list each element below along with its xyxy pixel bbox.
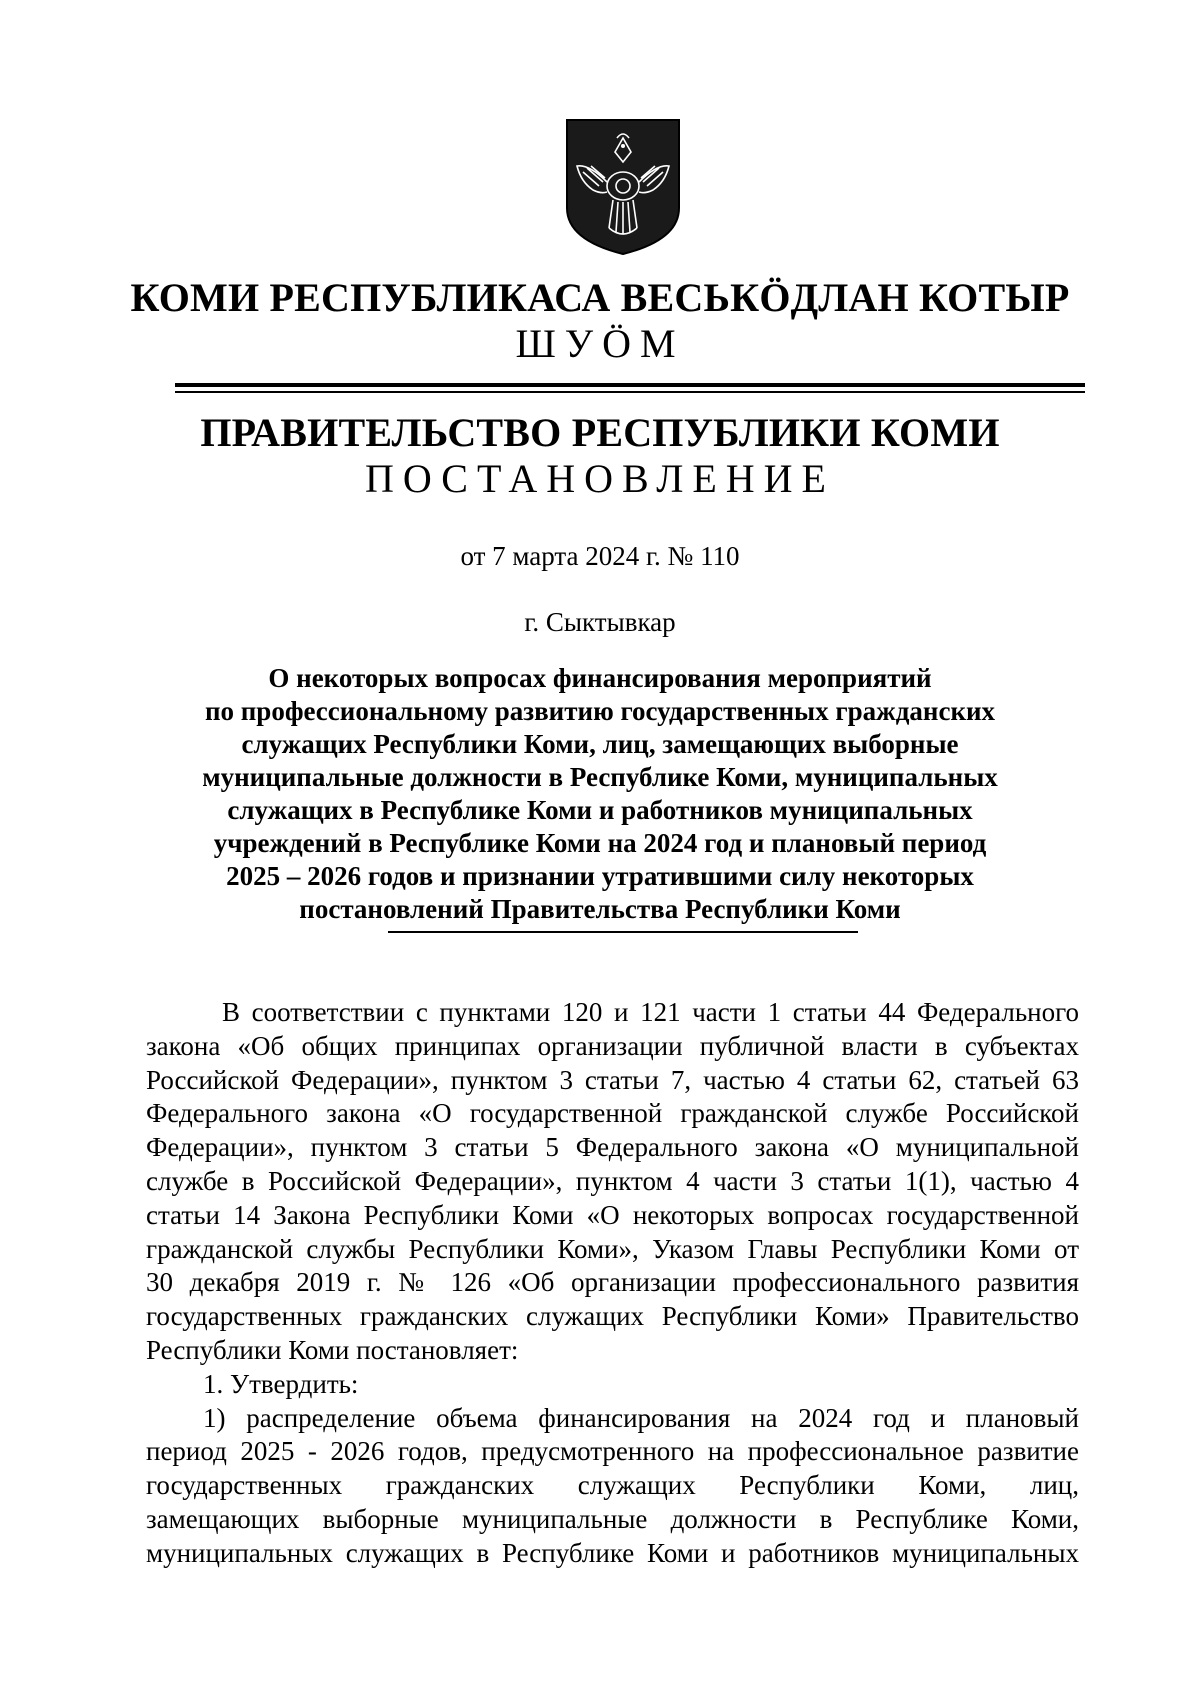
title-line: служащих Республики Коми, лиц, замещающих выборные — [241, 729, 959, 759]
title-line: О некоторых вопросах финансирования мероприятий — [268, 663, 932, 693]
text-line: гражданской службы Республики Коми», Указом Главы Республики Коми от — [146, 1233, 1079, 1264]
coat-of-arms-icon — [563, 116, 683, 256]
text-line: закона «Об общих принципах организации публичной власти в субъектах — [146, 1030, 1079, 1061]
document-type: ПОСТАНОВЛЕНИЕ — [365, 456, 835, 501]
text-line: службе в Российской Федерации», пунктом 4 части 3 статьи 1(1), частью 4 — [146, 1165, 1079, 1196]
text-line: Федерации», пунктом 3 статьи 5 Федерального закона «О муниципальной — [146, 1132, 1079, 1163]
text-line: период 2025 - 2026 годов, предусмотренного на профессиональное развитие — [146, 1436, 1079, 1467]
document-title — [150, 662, 1050, 926]
komi-document-type: ШУӦМ — [515, 321, 685, 366]
text-line: В соответствии с пунктами 120 и 121 части 1 статьи 44 Федерального — [222, 997, 1079, 1027]
text-line: государственных гражданских служащих Республики Коми» Правительство — [146, 1301, 1079, 1332]
government-title: ПРАВИТЕЛЬСТВО РЕСПУБЛИКИ КОМИ — [200, 410, 1000, 455]
title-divider — [388, 931, 858, 933]
text-line: Российской Федерации», пунктом 3 статьи 7, частью 4 статьи 62, статьей 63 — [146, 1064, 1079, 1095]
text-line: муниципальных служащих в Республике Коми и работников муниципальных — [146, 1537, 1079, 1568]
item-1-heading: 1. Утвердить: — [203, 1368, 359, 1399]
text-line: Республики Коми постановляет: — [146, 1334, 519, 1365]
header-divider-thick — [175, 383, 1085, 387]
title-line: учреждений в Республике Коми на 2024 год и плановый период — [213, 828, 987, 858]
title-line: постановлений Правительства Республики Коми — [299, 894, 901, 924]
title-line: 2025 – 2026 годов и признании утратившими силу некоторых — [226, 861, 974, 891]
document-date-number: от 7 марта 2024 г. № 110 — [460, 541, 740, 571]
text-line: государственных гражданских служащих Республики Коми, лиц, — [146, 1470, 1079, 1501]
text-line: замещающих выборные муниципальные должности в Республике Коми, — [146, 1503, 1079, 1534]
document-city: г. Сыктывкар — [524, 607, 676, 637]
text-line: 1) распределение объема финансирования на 2024 год и плановый — [203, 1402, 1079, 1433]
text-line: 30 декабря 2019 г. № 126 «Об организации профессионального развития — [146, 1267, 1079, 1298]
text-line: статьи 14 Закона Республики Коми «О некоторых вопросах государственной — [146, 1199, 1079, 1230]
text-line: Федерального закона «О государственной гражданской службе Российской — [146, 1098, 1079, 1129]
header-divider-thin — [175, 391, 1085, 393]
title-line: служащих в Республике Коми и работников муниципальных — [227, 795, 973, 825]
title-line: по профессиональному развитию государственных гражданских — [204, 696, 996, 726]
title-line: муниципальные должности в Республике Коми, муниципальных — [202, 762, 998, 792]
komi-government-title: КОМИ РЕСПУБЛИКАСА ВЕСЬКӦДЛАН КОТЫР — [130, 275, 1070, 320]
preamble-paragraph — [146, 996, 1079, 1571]
